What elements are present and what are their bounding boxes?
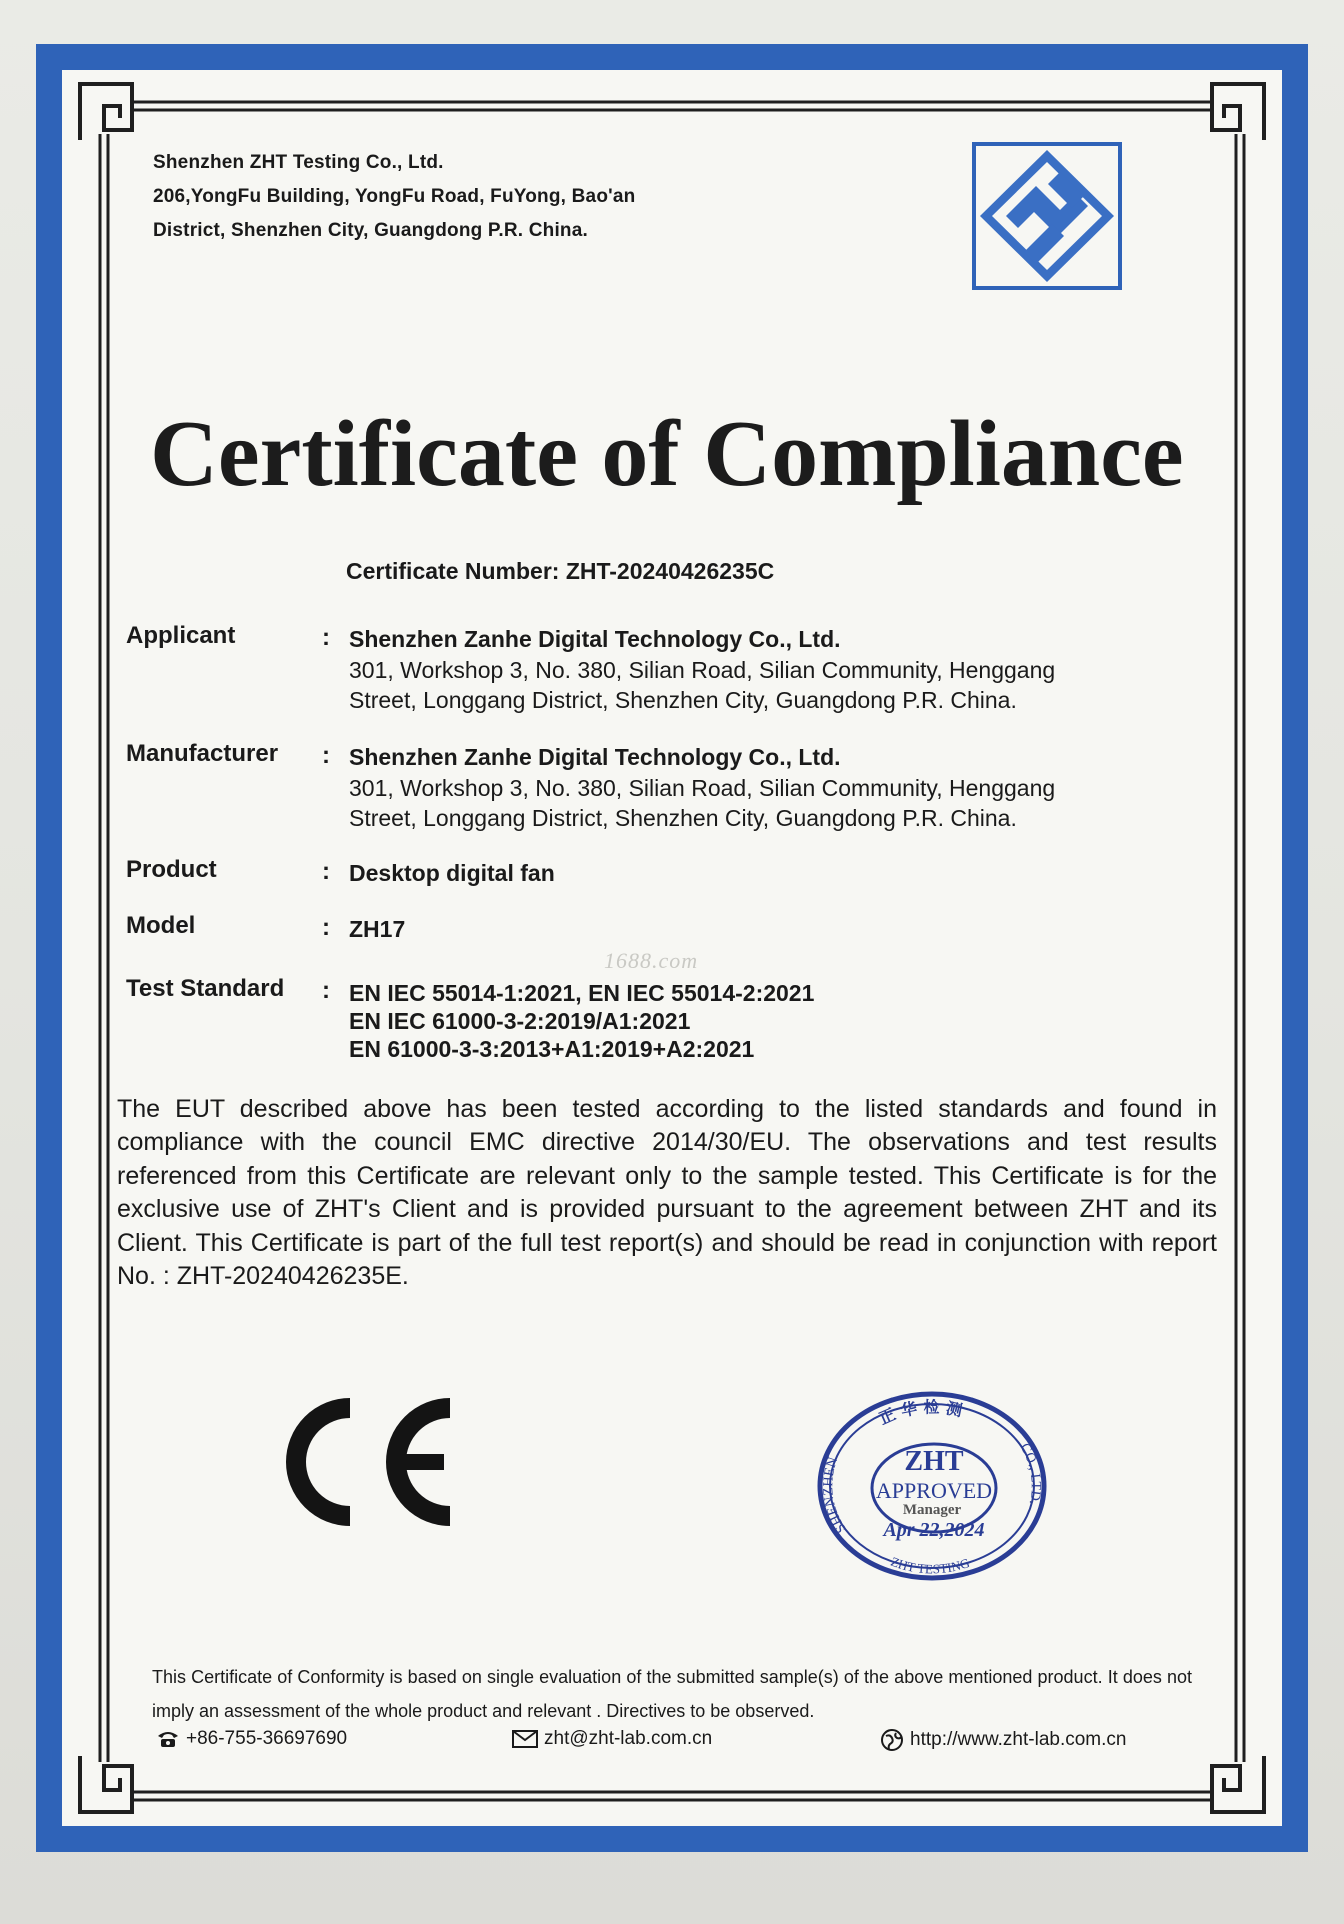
seal-center-mid: APPROVED (875, 1478, 993, 1503)
manufacturer-address-line2: Street, Longgang District, Shenzhen City, Guangdong P.R. China. (349, 805, 1017, 831)
issuer-name: Shenzhen ZHT Testing Co., Ltd. (153, 152, 444, 173)
watermark-text: 1688.com (604, 948, 699, 973)
product-value: Desktop digital fan (349, 860, 555, 886)
ce-mark-icon (272, 1394, 462, 1530)
svg-text:CO., LTD. (1017, 1441, 1043, 1506)
product-label: Product (126, 856, 217, 883)
footer-website (880, 1728, 1126, 1752)
manufacturer-name: Shenzhen Zanhe Digital Technology Co., Ltd. (349, 744, 841, 770)
manufacturer-label: Manufacturer (126, 740, 279, 767)
svg-text:SHENZHEN (821, 1455, 850, 1535)
footer-email (512, 1728, 712, 1750)
seal-bottom-arc: ZHT TESTING (888, 1553, 972, 1577)
compliance-statement: The EUT described above has been tested according to the listed standards and found in compliance with the council EMC directive 2014/30/EU. The observations and test results referenced from this Certificate are relevant only to the sample tested. This Certificate is for the exclusive use of ZHT's Client and is provided pursuant to the agreement between ZHT and its Client. This Certificate is part of the full test report(s) and should be read in conjunction with report No. : ZHT-20240426235E. (117, 1095, 1217, 1291)
issuer-address-line2: District, Shenzhen City, Guangdong P.R. China. (153, 220, 588, 241)
applicant-address-line1: 301, Workshop 3, No. 380, Silian Road, Silian Community, Henggang (349, 657, 1056, 683)
phone-number: +86-755-36697690 (186, 1728, 348, 1749)
model-value: ZH17 (349, 916, 406, 942)
test-standard-line-2: EN IEC 61000-3-2:2019/A1:2021 (349, 1008, 691, 1034)
applicant-colon: : (322, 624, 330, 651)
issuer-address-line1: 206,YongFu Building, YongFu Road, FuYong, Bao'an (153, 186, 636, 207)
seal-role: Manager (902, 1502, 962, 1518)
seal-chinese-top: 正 华 检 测 (876, 1397, 964, 1429)
globe-icon (880, 1728, 904, 1752)
approved-seal-icon (812, 1386, 1052, 1586)
manufacturer-colon: : (322, 742, 330, 769)
model-label: Model (126, 912, 196, 939)
phone-icon (156, 1730, 180, 1748)
applicant-label: Applicant (126, 622, 236, 649)
seal-left-arc: SHENZHEN (821, 1455, 850, 1536)
seal-center-top: ZHT (904, 1446, 964, 1477)
footer-disclaimer: This Certificate of Conformity is based on single evaluation of the submitted sample(s) of the above mentioned product. It does not imply an assessment of the whole product and relevant . Directives to be observed. (152, 1667, 1192, 1721)
manufacturer-address-line1: 301, Workshop 3, No. 380, Silian Road, Silian Community, Henggang (349, 775, 1056, 801)
website-url: http://www.zht-lab.com.cn (910, 1729, 1127, 1750)
zht-logo-icon (972, 142, 1122, 290)
test-standard-line-3: EN 61000-3-3:2013+A1:2019+A2:2021 (349, 1036, 755, 1062)
product-colon: : (322, 858, 330, 885)
seal-right-arc: CO., LTD. (1016, 1441, 1043, 1507)
test-standard-colon: : (322, 977, 330, 1004)
model-colon: : (322, 914, 330, 941)
seal-date: Apr 22,2024 (883, 1519, 985, 1541)
page-title: Certificate of Compliance (150, 402, 1184, 506)
envelope-icon (512, 1730, 538, 1748)
test-standard-label: Test Standard (126, 975, 285, 1002)
footer-phone (156, 1728, 347, 1750)
email-address: zht@zht-lab.com.cn (544, 1728, 713, 1749)
certificate-number: Certificate Number: ZHT-20240426235C (346, 558, 775, 584)
applicant-name: Shenzhen Zanhe Digital Technology Co., Ltd. (349, 626, 841, 652)
applicant-address-line2: Street, Longgang District, Shenzhen City, Guangdong P.R. China. (349, 687, 1017, 713)
test-standard-line-1: EN IEC 55014-1:2021, EN IEC 55014-2:2021 (349, 980, 815, 1006)
